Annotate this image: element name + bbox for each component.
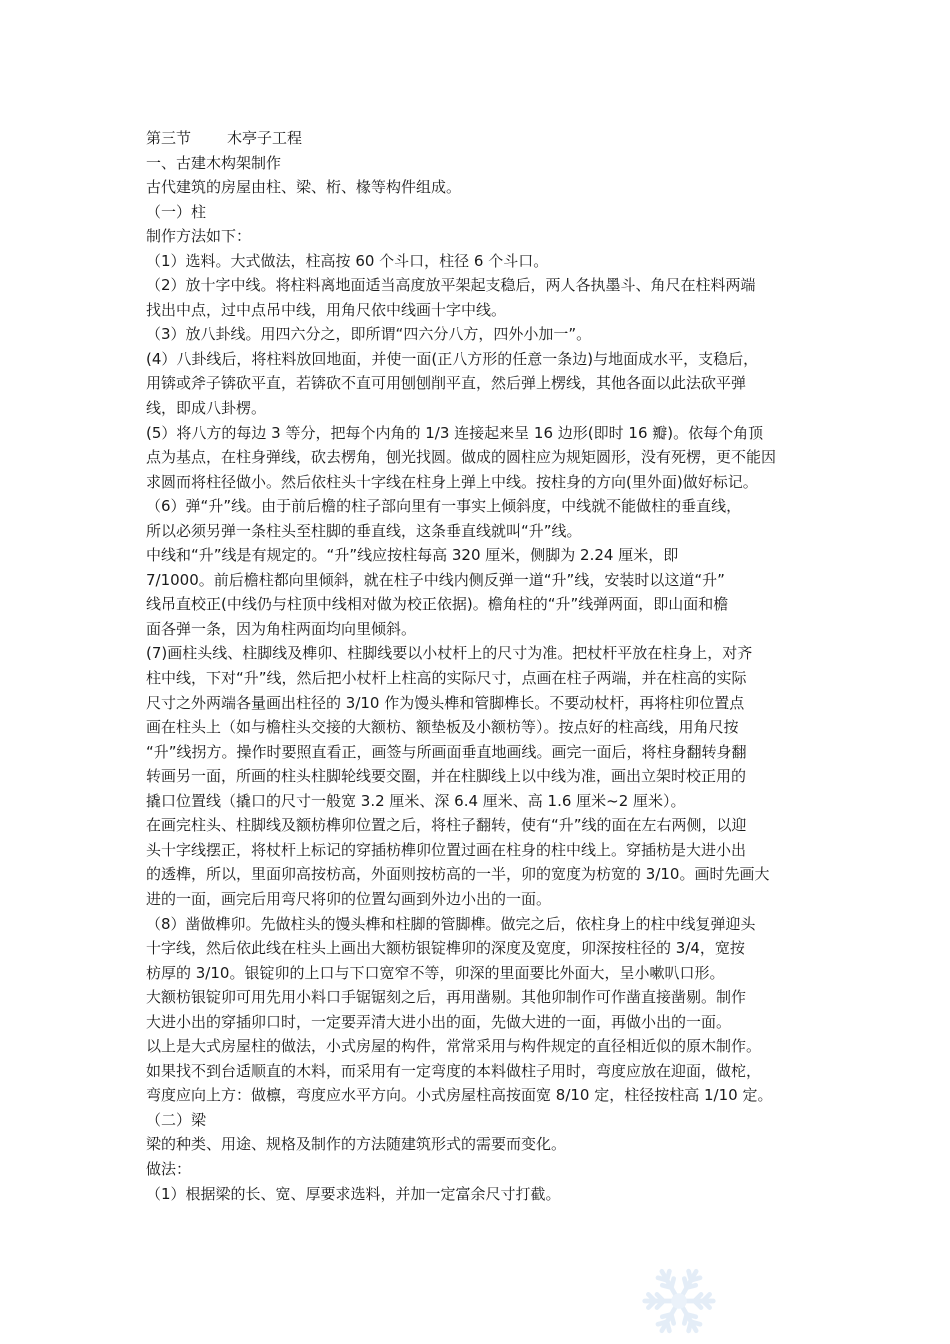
text-line: (7)画柱头线、柱脚线及榫卯、柱脚线要以小杖杆上的尺寸为准。把杖杆平放在柱身上，对齐 [146,644,753,663]
text-line: 点为基点，在柱身弹线，砍去楞角，刨光找圆。做成的圆柱应为规矩圆形，没有死楞，更不能因 [146,448,777,467]
text-line: 枋厚的 3/10。银锭卯的上口与下口宽窄不等，卯深的里面要比外面大，呈小嗽叭口形。 [146,963,725,982]
text-line: 柱中线，下对“升”线，然后把小杖杆上柱高的实际尺寸，点画在柱子两端，并在柱高的实际 [146,669,747,688]
text-line: （一）柱 [146,202,207,221]
text-line: 线吊直校正(中线仍与柱顶中线相对做为校正依据)。檐角柱的“升”线弹两面，即山面和檐 [146,595,729,614]
text-line: 一、古建木构架制作 [146,153,282,172]
text-line: 撬口位置线（撬口的尺寸一般宽 3.2 厘米、深 6.4 厘米、高 1.6 厘米~2 厘米）。 [146,791,686,810]
text-line: 求圆而将柱径做小。然后依柱头十字线在柱身上弹上中线。按柱身的方向(里外面)做好标记。 [146,472,758,491]
paragraph-lines [146,151,826,1207]
section-heading [146,126,826,151]
text-line: 以上是大式房屋柱的做法，小式房屋的构件，常常采用与构件规定的直径相近似的原木制作。 [146,1037,762,1056]
section-number: 第三节 [146,129,192,147]
text-line: 进的一面，画完后用弯尺将卯的位置勾画到外边小出的一面。 [146,889,552,908]
text-line: 画在柱头上（如与檐柱头交接的大额枋、额垫板及小额枋等）。按点好的柱高线，用角尺按 [146,718,739,737]
text-line: 用锛或斧子锛砍平直，若锛砍不直可用刨刨削平直，然后弹上楞线，其他各面以此法砍平弹 [146,374,747,393]
text-line: 梁的种类、用途、规格及制作的方法随建筑形式的需要而变化。 [146,1135,567,1154]
text-line: 转画另一面，所画的柱头柱脚轮线要交圈，并在柱脚线上以中线为准，画出立架时校正用的 [146,767,747,786]
snowflake-watermark-icon [640,1262,718,1340]
text-line: 制作方法如下： [146,227,252,246]
text-line: 十字线，然后依此线在柱头上画出大额枋银锭榫卯的深度及宽度，卯深按柱径的 3/4，宽按 [146,939,745,958]
text-line: 所以必须另弹一条柱头至柱脚的垂直线，这条垂直线就叫“升”线。 [146,521,582,540]
text-line: 大额枋银锭卯可用先用小料口手锯锯刻之后，再用凿剔。其他卯制作可作凿直接凿剔。制作 [146,988,747,1007]
text-line: 面各弹一条，因为角柱两面均向里倾斜。 [146,619,417,638]
text-line: (4）八卦线后，将柱料放回地面，并使一面(正八方形的任意一条边)与地面成水平，支稳后， [146,349,759,368]
text-line: 做法： [146,1159,192,1178]
text-line: 找出中点，过中点吊中线，用角尺依中线画十字中线。 [146,300,507,319]
text-line: （1）选料。大式做法，柱高按 60 个斗口，柱径 6 个斗口。 [146,251,549,270]
section-title: 木亭子工程 [227,129,303,147]
text-line: 的透榫，所以，里面卯高按枋高，外面则按枋高的一半，卯的宽度为枋宽的 3/10。画时先画大 [146,865,770,884]
text-line: “升”线拐方。操作时要照直看正，画签与所画面垂直地画线。画完一面后，将柱身翻转身翻 [146,742,747,761]
text-line: 如果找不到台适顺直的木料，而采用有一定弯度的本料做柱子用时，弯度应放在迎面，做柁， [146,1061,762,1080]
text-line: 在画完柱头、柱脚线及额枋榫卯位置之后，将柱子翻转，使有“升”线的面在左右两侧，以迎 [146,816,747,835]
text-line: 大进小出的穿插卯口时，一定要弄清大进小出的面，先做大进的一面，再做小出的一面。 [146,1012,732,1031]
text-line: （1）根据梁的长、宽、厚要求选料，并加一定富余尺寸打截。 [146,1184,561,1203]
text-line: 头十字线摆正，将杖杆上标记的穿插枋榫卯位置过画在柱身的柱中线上。穿插枋是大进小出 [146,840,747,859]
text-line: （6）弹“升”线。由于前后檐的柱子部向里有一事实上倾斜度，中线就不能做柱的垂直线， [146,497,742,516]
text-line: （2）放十字中线。将柱料离地面适当高度放平架起支稳后，两人各执墨斗、角尺在柱料两端 [146,276,756,295]
text-line: 尺寸之外两端各量画出柱径的 3/10 作为馒头榫和管脚榫长。不要动杖杆，再将柱卯位置点 [146,693,745,712]
text-line: 弯度应向上方：做檩，弯度应水平方向。小式房屋柱高按面宽 8/10 定，柱径按柱高 1/10 定。 [146,1086,773,1105]
text-line: 7/1000。前后檐柱都向里倾斜，就在柱子中线内侧反弹一道“升”线，安装时以这道“升” [146,570,725,589]
text-line: （二）梁 [146,1110,207,1129]
text-line: 古代建筑的房屋由柱、梁、桁、椽等构件组成。 [146,178,462,197]
document-body [146,126,826,1206]
text-line: (5）将八方的每边 3 等分，把每个内角的 1/3 连接起来呈 16 边形(即时 16 瓣)。依每个角顶 [146,423,764,442]
text-line: 线，即成八卦楞。 [146,399,267,418]
text-line: （8）凿做榫卯。先做柱头的馒头榫和柱脚的管脚榫。做完之后，依柱身上的柱中线复弹迎头 [146,914,756,933]
text-line: 中线和“升”线是有规定的。“升”线应按柱每高 320 厘米，侧脚为 2.24 厘米，即 [146,546,679,565]
text-line: （3）放八卦线。用四六分之，即所谓“四六分八方，四外小加一”。 [146,325,592,344]
